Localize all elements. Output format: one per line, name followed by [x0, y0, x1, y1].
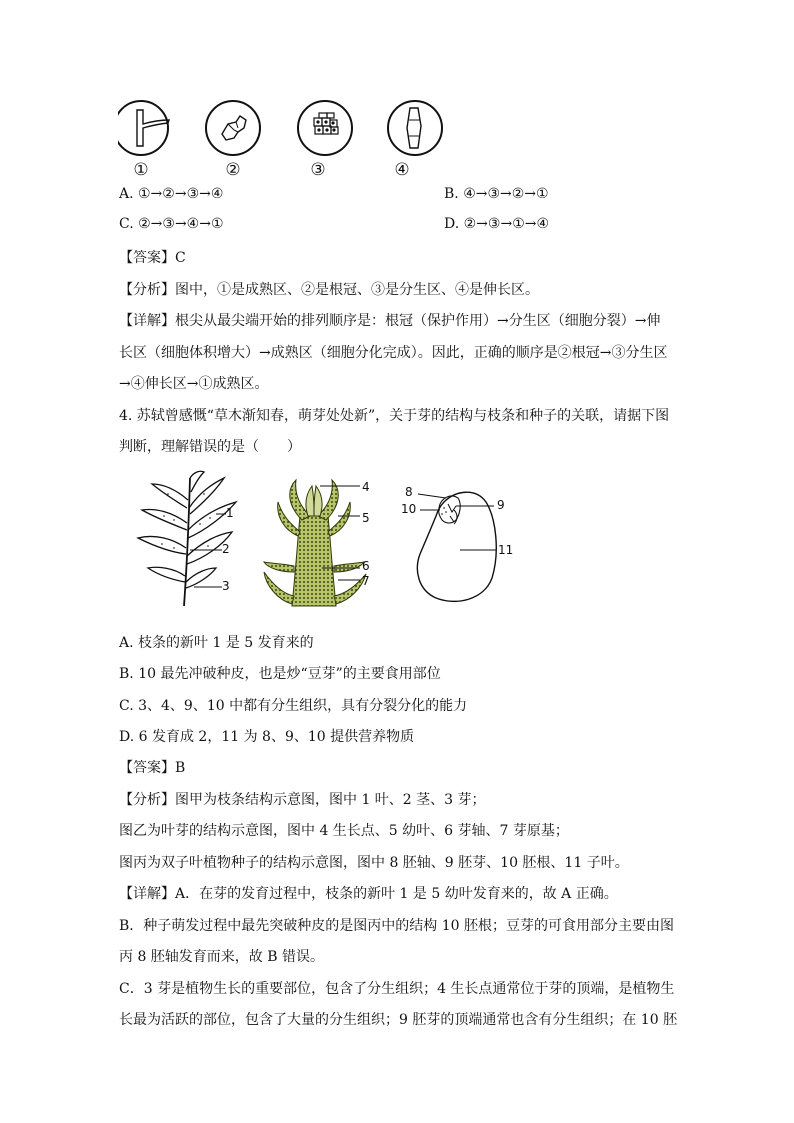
- bud-label-4: 4: [362, 480, 370, 494]
- q4-answer: 【答案】B: [119, 760, 186, 776]
- q3-answer: 【答案】C: [119, 250, 186, 266]
- q3-detail-line-2: 长区（细胞体积增大）→成熟区（细胞分化完成）。因此，正确的顺序是②根冠→③分生区: [119, 345, 668, 361]
- q4-option-a: A. 枝条的新叶 1 是 5 发育来的: [119, 635, 314, 651]
- q3-option-d: D. ②→③→①→④: [444, 216, 550, 232]
- circle-label-4: ④: [394, 160, 410, 180]
- circle-label-2: ②: [225, 160, 241, 180]
- seed-label-10: 10: [401, 502, 417, 516]
- q3-option-a: A. ①→②→③→④: [119, 186, 224, 202]
- q3-option-b: B. ④→③→②→①: [444, 186, 549, 202]
- q3-option-c: C. ②→③→④→①: [119, 216, 224, 232]
- q4-option-d: D. 6 发育成 2，11 为 8、9、10 提供营养物质: [119, 729, 415, 745]
- q4-analysis-line-2: 图乙为叶芽的结构示意图，图中 4 生长点、5 幼叶、6 芽轴、7 芽原基；: [119, 823, 569, 839]
- seed-label-8: 8: [405, 485, 413, 499]
- branch-label-1: 1: [226, 506, 234, 520]
- q4-detail-line-2: B．种子萌发过程中最先突破种皮的是图丙中的结构 10 胚根；豆芽的可食用部分主要由图: [119, 918, 675, 934]
- q4-analysis-line-3: 图丙为双子叶植物种子的结构示意图，图中 8 胚轴、9 胚芽、10 胚根、11 子叶。: [119, 855, 629, 871]
- branch-label-3: 3: [222, 579, 230, 593]
- q4-detail-line-4: C．3 芽是植物生长的重要部位，包含了分生组织；4 生长点通常位于芽的顶端，是植物生: [119, 981, 675, 997]
- branch-label-2: 2: [222, 542, 230, 556]
- cell-circle-4: [388, 101, 442, 155]
- q3-detail-line-1: 【详解】根尖从最尖端开始的排列顺序是：根冠（保护作用）→分生区（细胞分裂）→伸: [119, 313, 661, 329]
- q4-stem-line-2: 判断，理解错误的是（ ）: [119, 439, 301, 455]
- bud-label-5: 5: [362, 511, 370, 525]
- q4-detail-line-1: 【详解】A．在芽的发育过程中，枝条的新叶 1 是 5 幼叶发育来的，故 A 正确。: [119, 886, 618, 902]
- q3-detail-line-3: →④伸长区→①成熟区。: [119, 376, 269, 392]
- q4-analysis-line-1: 【分析】图甲为枝条结构示意图，图中 1 叶、2 茎、3 芽；: [119, 792, 486, 808]
- seed-label-11: 11: [498, 543, 514, 557]
- q4-detail-line-5: 长最为活跃的部位，包含了大量的分生组织；9 胚芽的顶端通常也含有分生组织；在 10 胚: [119, 1012, 678, 1028]
- cell-circle-2: [206, 101, 260, 155]
- cell-circle-3: [298, 101, 352, 155]
- circle-label-1: ①: [133, 160, 149, 180]
- q4-option-b: B. 10 最先冲破种皮，也是炒“豆芽”的主要食用部位: [119, 666, 441, 682]
- bud-drawing: [262, 476, 374, 608]
- bud-label-6: 6: [362, 559, 370, 573]
- q4-detail-line-3: 丙 8 胚轴发育而来，故 B 错误。: [119, 949, 324, 965]
- seed-label-9: 9: [497, 498, 505, 512]
- q3-analysis: 【分析】图中，①是成熟区、②是根冠、③是分生区、④是伸长区。: [119, 282, 539, 298]
- bud-label-7: 7: [362, 574, 370, 588]
- bud-figure: [262, 476, 374, 608]
- cell-circle-1: [118, 101, 169, 155]
- root-cells-figure: [118, 98, 448, 168]
- q4-option-c: C. 3、4、9、10 中都有分生组织，具有分裂分化的能力: [119, 698, 468, 714]
- root-cells-drawing: [118, 98, 448, 168]
- q4-stem-line-1: 4. 苏轼曾感慨“草木渐知春，萌芽处处新”，关于芽的结构与枝条和种子的关联，请据下图: [119, 408, 670, 424]
- circle-label-3: ③: [310, 160, 326, 180]
